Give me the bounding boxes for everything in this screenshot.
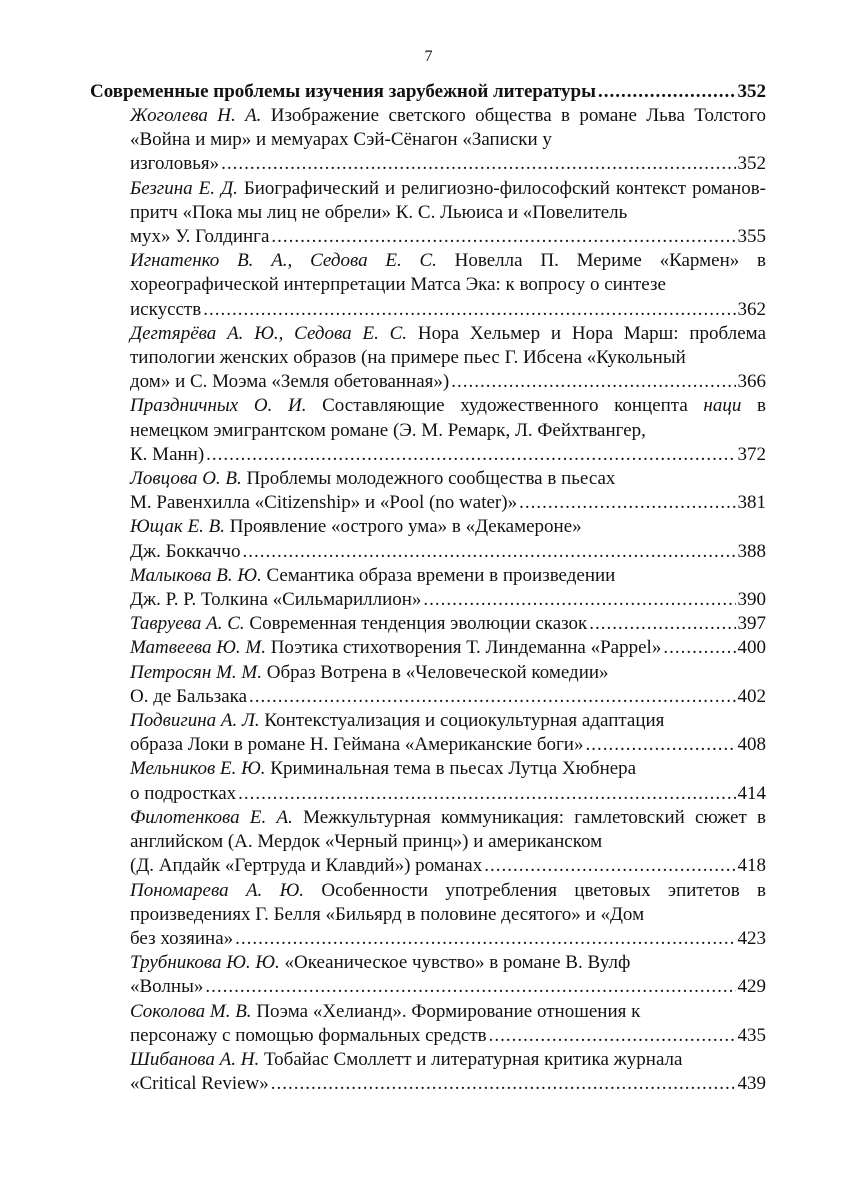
entry-title-last: изголовья»: [130, 153, 220, 175]
entry-last-line: [130, 491, 766, 515]
leader-dots: [484, 854, 735, 878]
leader-dots: [423, 588, 735, 612]
entry-authors: Праздничных О. И.: [130, 395, 307, 417]
toc-entry: [130, 636, 766, 660]
entry-last-line: [130, 588, 766, 612]
entry-title-last: (Д. Апдайк «Гертруда и Клавдий») романах: [130, 855, 483, 877]
entry-authors: Жоголева Н. А.: [130, 105, 262, 126]
leader-dots: [203, 298, 735, 322]
leader-dots: [598, 80, 736, 104]
entry-title-text: Изображение светского общества в романе Льва Толстого «Война и мир» и мемуарах Сэй-Сёнагон «Записки у: [130, 105, 767, 151]
entry-title-last: Дж. Р. Р. Толкина «Сильмариллион»: [130, 589, 422, 611]
entry-last-line: [130, 612, 766, 636]
entry-last-line: [130, 685, 766, 709]
leader-dots: [249, 685, 735, 709]
leader-dots: [451, 370, 735, 394]
entry-authors: Трубникова Ю. Ю.: [130, 952, 280, 974]
entry-page-number: 397: [737, 613, 766, 635]
entry-authors: Соколова М. В.: [130, 1000, 252, 1022]
toc-entry: [130, 612, 766, 636]
entry-title-text: Семантика образа времени в произведении: [266, 564, 616, 586]
entry-title-body: [130, 709, 766, 733]
toc-entry: [130, 709, 766, 757]
entry-title-text: Межкультурная коммуникация: гамлетовский сюжет в английском (А. Мердок «Черный принц») и американском: [130, 806, 766, 853]
entry-title-text: в немецком эмигрантском романе (Э. М. Ремарк, Л. Фейхтвангер,: [130, 395, 766, 441]
entry-title-last: Поэтика стихотворения Т. Линдеманна «Pappel»: [270, 637, 662, 659]
entry-authors: Игнатенко В. А., Седова Е. С.: [130, 250, 437, 272]
entry-title-text: Поэма «Хелианд». Формирование отношения к: [256, 1000, 641, 1022]
entry-authors: Филотенкова Е. А.: [130, 806, 293, 828]
toc-entry: [130, 515, 766, 563]
toc-entry: [130, 564, 766, 612]
entry-last-line: [130, 927, 766, 951]
leader-dots: [271, 225, 735, 249]
entry-title-text: Новелла П. Мериме «Кармен» в хореографической интерпретации Матса Эка: к вопросу о синтезе: [130, 250, 766, 296]
section-page: 352: [737, 81, 766, 102]
toc-entry: [130, 806, 766, 879]
entry-title-body: [130, 322, 766, 370]
toc-entry: [130, 177, 766, 250]
entry-last-line: [130, 298, 766, 322]
entry-authors: Малыкова В. Ю.: [130, 564, 262, 586]
entry-last-line: [130, 636, 766, 660]
toc-entry: [130, 661, 766, 709]
entry-last-line: [130, 370, 766, 394]
entry-page-number: 414: [737, 782, 766, 804]
entry-page-number: 366: [737, 371, 766, 393]
entry-title-body: [130, 394, 766, 442]
entry-last-line: [130, 443, 766, 467]
entry-last-line: [130, 733, 766, 757]
entry-title-body: [130, 879, 766, 927]
entry-page-number: 439: [737, 1073, 766, 1095]
section-title: Современные проблемы изучения зарубежной литературы: [90, 81, 596, 102]
toc-entries: [90, 104, 766, 1096]
entry-title-text: Контекстуализация и социокультурная адаптация: [264, 710, 665, 732]
leader-dots: [489, 1024, 736, 1048]
entry-title-last: без хозяина»: [130, 927, 234, 949]
entry-title-last: «Волны»: [130, 976, 204, 998]
leader-dots: [519, 491, 735, 515]
entry-authors: Ловцова О. В.: [130, 468, 242, 490]
entry-page-number: 355: [737, 226, 766, 248]
entry-title-text: Составляющие художественного концепта: [322, 395, 688, 417]
entry-page-number: 435: [737, 1024, 766, 1046]
section-heading: [90, 80, 766, 104]
entry-page-number: 402: [737, 685, 766, 707]
table-of-contents: [90, 80, 766, 1096]
entry-page-number: 390: [737, 589, 766, 611]
entry-authors: Тавруева А. С.: [130, 613, 245, 635]
entry-page-number: 418: [737, 855, 766, 877]
entry-title-text: Биографический и религиозно-философский контекст романов-притч «Пока мы лиц не обрели» К. С. Льюиса и «Повелитель: [130, 177, 767, 223]
toc-entry: [130, 467, 766, 515]
entry-title-body: [130, 467, 766, 491]
entry-authors: Пономарева А. Ю.: [130, 879, 305, 901]
entry-title-body: [130, 515, 766, 539]
entry-page-number: 400: [737, 637, 766, 659]
entry-title-last: о подростках: [130, 782, 237, 804]
toc-entry: [130, 757, 766, 805]
entry-authors: Дегтярёва А. Ю., Седова Е. С.: [130, 322, 408, 344]
entry-page-number: 362: [737, 298, 766, 320]
entry-last-line: [130, 152, 766, 176]
entry-title-text: Нора Хельмер и Нора Марш: проблема типологии женских образов (на примере пьес Г. Ибсена «Кукольный: [130, 322, 766, 369]
leader-dots: [235, 927, 735, 951]
entry-title-last: М. Равенхилла «Citizenship» и «Pool (no water)»: [130, 492, 518, 514]
entry-page-number: 381: [737, 492, 766, 514]
entry-page-number: 429: [737, 976, 766, 998]
entry-title-body: [130, 564, 766, 588]
leader-dots: [271, 1072, 736, 1096]
toc-entry: [130, 951, 766, 999]
entry-title-text: Проявление «острого ума» в «Декамероне»: [229, 516, 582, 538]
entry-last-line: [130, 1024, 766, 1048]
entry-title-body: [130, 661, 766, 685]
entry-title-body: [130, 104, 766, 152]
entry-authors: Ющак Е. В.: [130, 516, 226, 538]
entry-title-text: Проблемы молодежного сообщества в пьесах: [246, 468, 616, 490]
entry-title-last: Дж. Боккаччо: [130, 540, 241, 562]
entry-title-text: «Океаническое чувство» в романе В. Вулф: [284, 952, 631, 974]
toc-entry: [130, 249, 766, 322]
entry-authors: Шибанова А. Н.: [130, 1048, 260, 1070]
leader-dots: [663, 636, 735, 660]
leader-dots: [206, 443, 735, 467]
entry-last-line: [130, 975, 766, 999]
entry-title-last: мух» У. Голдинга: [130, 226, 270, 248]
toc-entry: [130, 394, 766, 467]
entry-page-number: 408: [737, 734, 766, 756]
toc-entry: [130, 1000, 766, 1048]
entry-title-body: [130, 806, 766, 854]
entry-last-line: [130, 782, 766, 806]
toc-entry: [130, 879, 766, 952]
entry-title-body: [130, 177, 766, 225]
toc-entry: [130, 322, 766, 395]
entry-authors: Мельников Е. Ю.: [130, 758, 266, 780]
leader-dots: [221, 152, 735, 176]
toc-entry: [130, 1048, 766, 1096]
entry-authors: Матвеева Ю. М.: [130, 637, 266, 659]
entry-title-last: К. Манн): [130, 443, 205, 465]
entry-authors: Безгина Е. Д.: [130, 177, 238, 199]
entry-title-last: Современная тенденция эволюции сказок: [249, 613, 588, 635]
leader-dots: [205, 975, 735, 999]
entry-page-number: 388: [737, 540, 766, 562]
entry-last-line: [130, 225, 766, 249]
entry-title-last: образа Локи в романе Н. Геймана «Американские боги»: [130, 734, 584, 756]
entry-page-number: 372: [737, 443, 766, 465]
entry-title-last: искусств: [130, 298, 202, 320]
entry-authors: Подвигина А. Л.: [130, 710, 260, 732]
entry-title-text: Особенности употребления цветовых эпитетов в произведениях Г. Белля «Бильярд в половине десятого» и «Дом: [130, 879, 766, 925]
entry-title-last: персонажу с помощью формальных средств: [130, 1024, 487, 1046]
leader-dots: [589, 612, 735, 636]
entry-last-line: [130, 540, 766, 564]
entry-title-body: [130, 1048, 766, 1072]
entry-title-last: дом» и С. Моэма «Земля обетованная»): [130, 371, 450, 393]
entry-title-last: О. де Бальзака: [130, 685, 248, 707]
entry-title-body: [130, 757, 766, 781]
entry-title-text: Криминальная тема в пьесах Лутца Хюбнера: [270, 758, 637, 780]
entry-title-text: Тобайас Смоллетт и литературная критика журнала: [264, 1048, 683, 1070]
leader-dots: [242, 540, 735, 564]
leader-dots: [238, 782, 735, 806]
entry-last-line: [130, 854, 766, 878]
entry-italic-term: наци: [703, 395, 742, 417]
entry-title-last: «Critical Review»: [130, 1073, 269, 1095]
entry-authors: Петросян М. М.: [130, 661, 262, 683]
entry-title-text: Образ Вотрена в «Человеческой комедии»: [266, 661, 609, 683]
toc-entry: [130, 104, 766, 177]
entry-page-number: 352: [737, 153, 766, 175]
entry-title-body: [130, 1000, 766, 1024]
entry-page-number: 423: [737, 927, 766, 949]
leader-dots: [585, 733, 735, 757]
entry-last-line: [130, 1072, 766, 1096]
page-number: 7: [424, 48, 433, 65]
entry-title-body: [130, 951, 766, 975]
entry-title-body: [130, 249, 766, 297]
